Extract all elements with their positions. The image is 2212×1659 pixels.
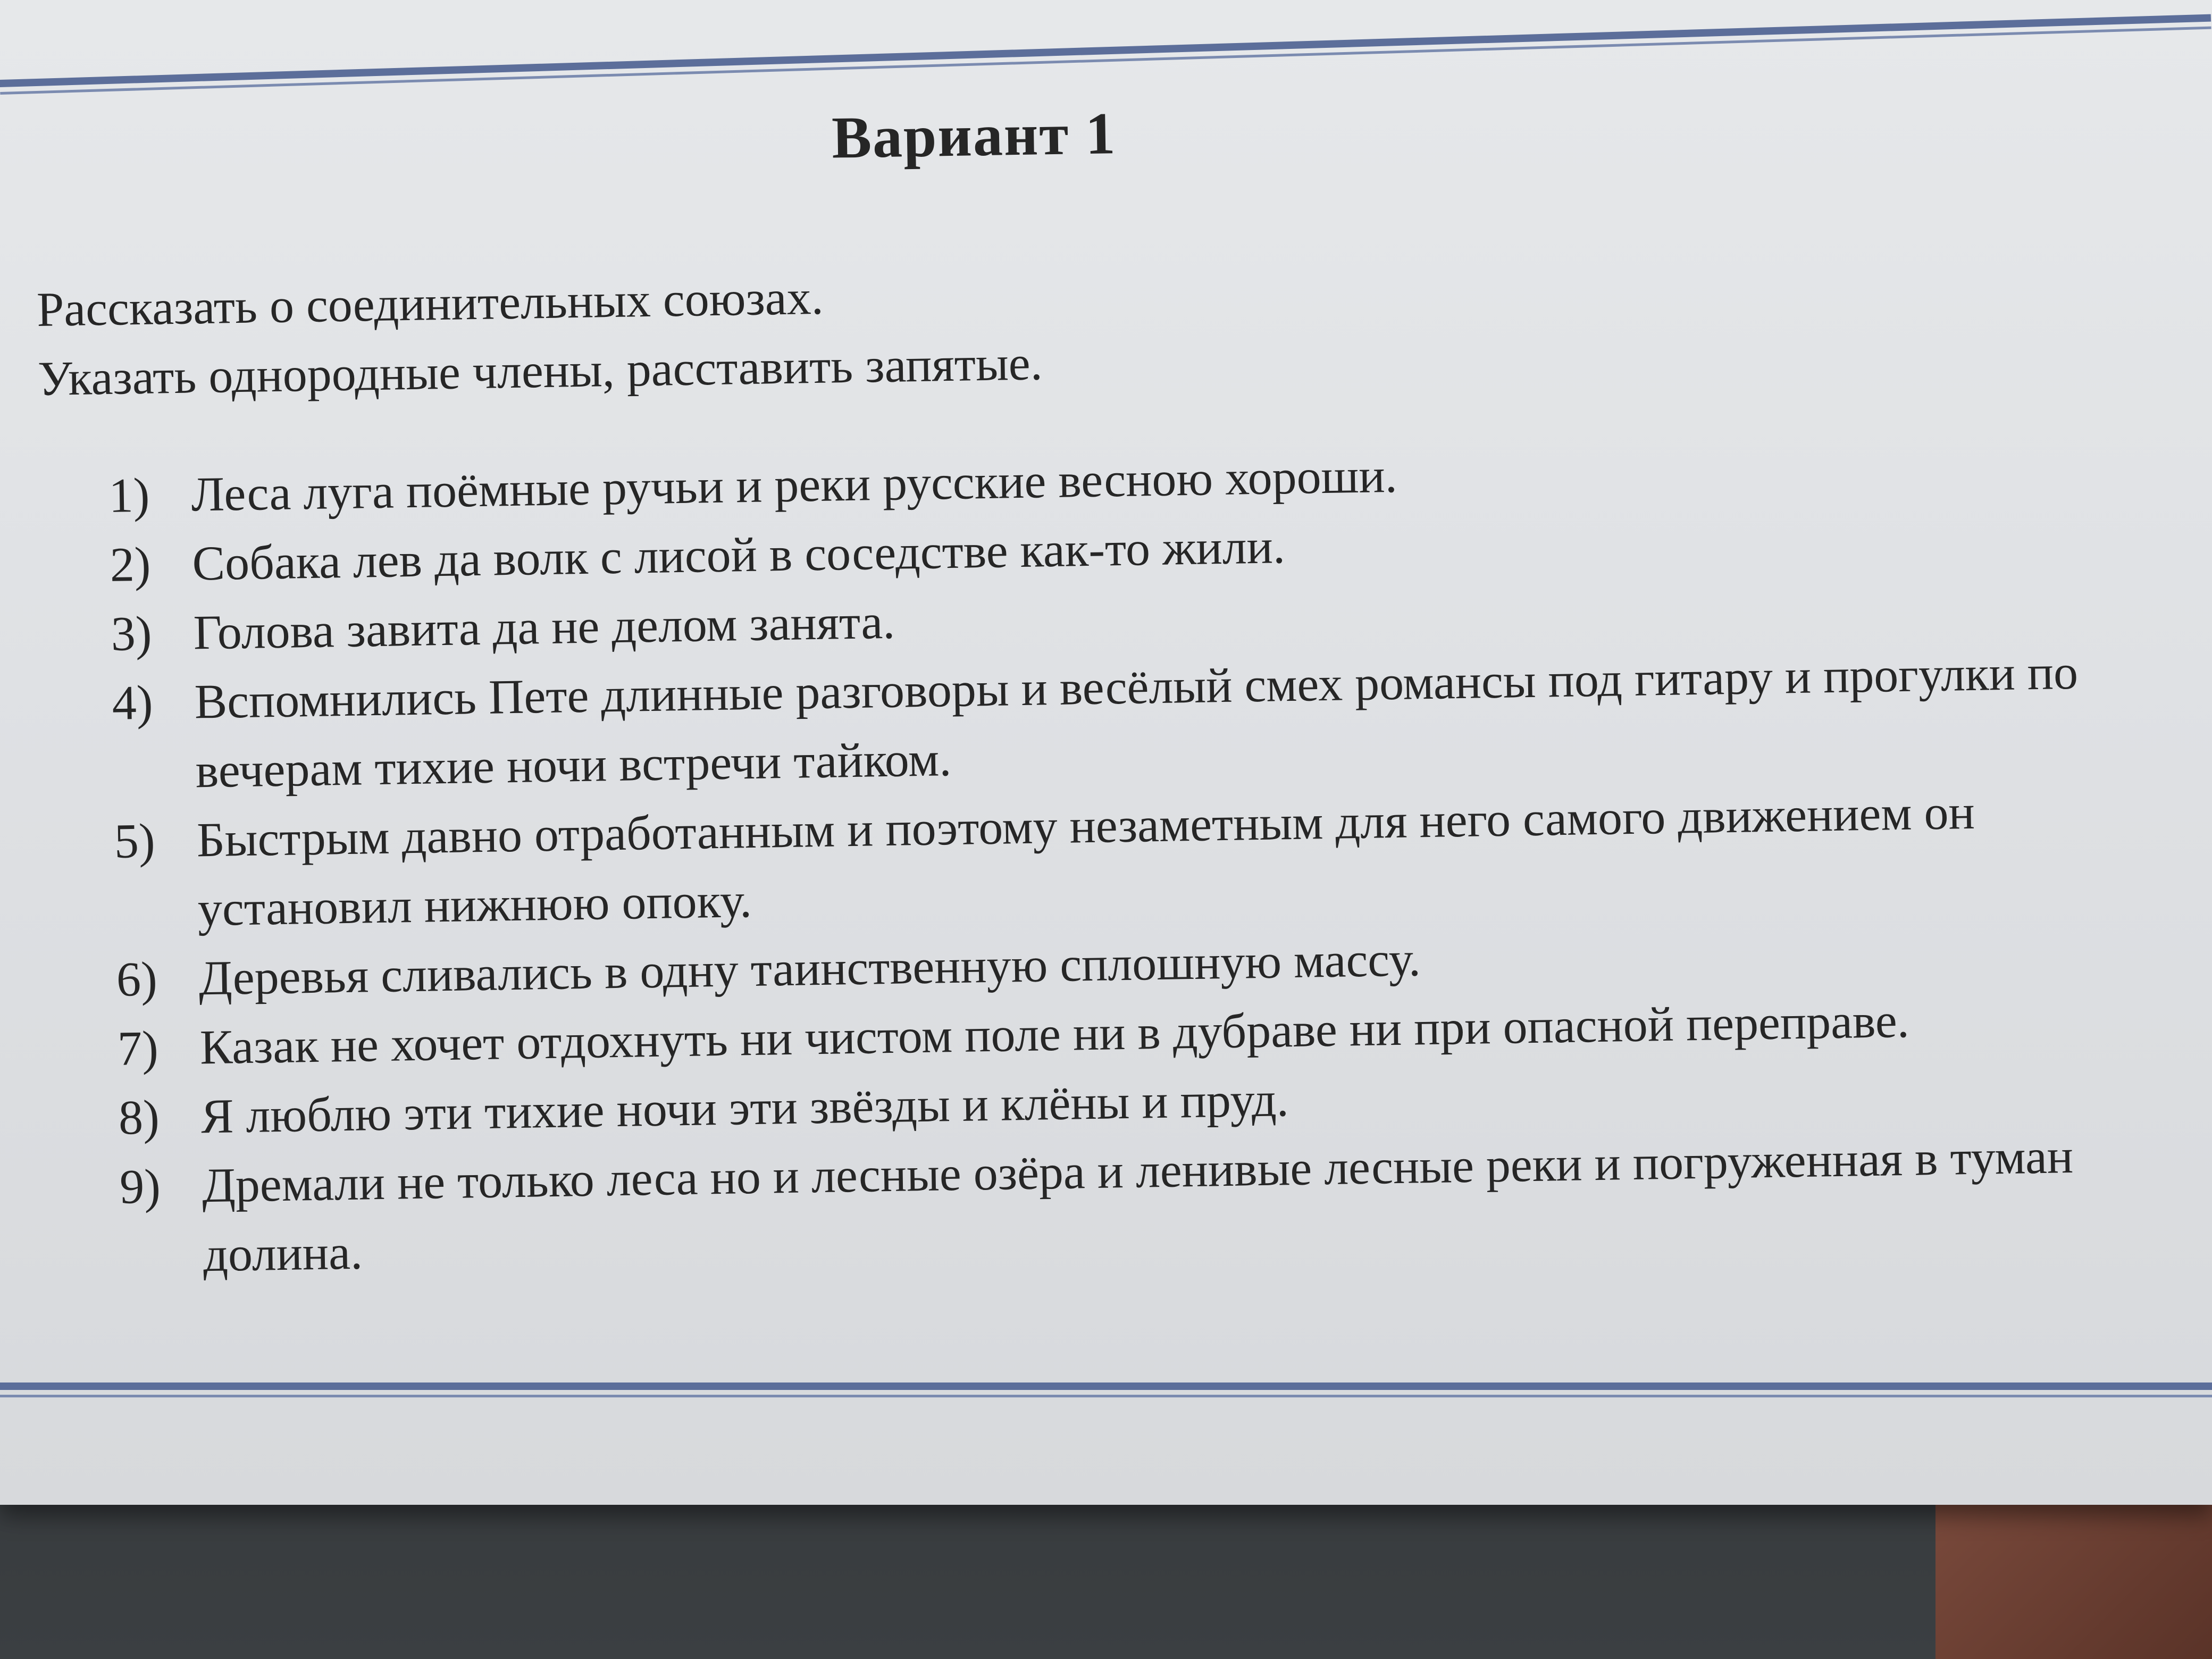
item-number: 4) (111, 675, 154, 730)
item-number: 1) (108, 467, 150, 523)
bottom-rule-thin (0, 1395, 2212, 1397)
item-number: 9) (119, 1159, 161, 1214)
item-number: 6) (116, 951, 158, 1007)
task-instruction-2: Указать однородные члены, расставить запятые. (37, 336, 1043, 406)
item-text: Деревья сливались в одну таинственную сплошную массу. (198, 932, 1421, 1006)
item-number: 5) (114, 813, 156, 868)
item-text: Вспомнились Пете длинные разговоры и весёлый смех романсы под гитару и прогулки по вечерам тихие ночи встречи тайком. (194, 644, 2079, 798)
wooden-edge (1936, 1489, 2212, 1659)
item-text: Леса луга поёмные ручьи и реки русские весною хороши. (190, 448, 1398, 522)
item-text: Дремали не только леса но и лесные озёра и ленивые лесные реки и погруженная в туман долина. (202, 1129, 2074, 1282)
item-text: Голова завита да не делом занята. (192, 594, 895, 660)
item-number: 8) (118, 1090, 160, 1145)
bottom-rule-thick (0, 1382, 2212, 1390)
item-text: Быстрым давно отработанным и поэтому незаметным для него самого движением он установил нижнюю опоку. (196, 784, 1975, 936)
worksheet-title: Вариант 1 (831, 100, 1117, 171)
item-text: Собака лев да волк с лисой в соседстве как-то жили. (191, 519, 1286, 591)
bottom-double-rule (0, 1382, 2212, 1397)
item-text: Я люблю эти тихие ночи эти звёзды и клёны и пруд. (200, 1072, 1289, 1144)
item-number: 3) (110, 606, 153, 661)
item-number: 7) (117, 1020, 159, 1076)
item-text: Казак не хочет отдохнуть ни чистом поле ни в дубраве ни при опасной переправе. (199, 993, 1910, 1075)
task-instruction-1: Рассказать о соединительных союзах. (36, 270, 824, 337)
item-number: 2) (109, 537, 152, 592)
